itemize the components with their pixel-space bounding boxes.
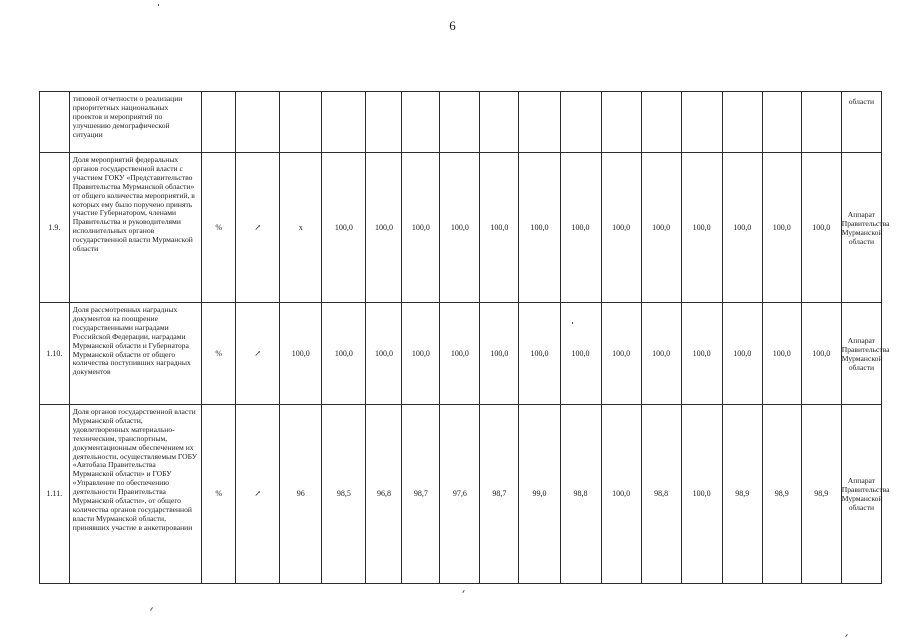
indicator-description: Доля рассмотренных наградных документов на поощрение государственными наградами Российской Федерации, наградами Мурманской области и Губернатора Мурманской области от общего количества поступивших наградных документов bbox=[69, 303, 201, 405]
value-cell bbox=[322, 92, 366, 153]
value-cell: 98,8 bbox=[641, 405, 681, 584]
value-cell bbox=[641, 92, 681, 153]
indicator-description: Доля органов государственной власти Мурманской области, удовлетворенных материально-техническим, транспортным, документационным обеспечением их деятельности, осуществляемым ГОБУ «Автобаза Правительства Мурманской области» и ГОБУ «Управление по обеспечению деятельности Правительства Мурманской области», от общего количества органов государственной власти Мурманской области, принявших участие в анкетировании bbox=[69, 405, 201, 584]
scan-speck bbox=[462, 590, 464, 593]
value-cell: 96 bbox=[280, 405, 322, 584]
value-cell: 100,0 bbox=[519, 153, 560, 303]
value-cell: 100,0 bbox=[322, 303, 366, 405]
scan-speck bbox=[845, 634, 848, 637]
value-cell: 100,0 bbox=[440, 153, 480, 303]
table-row bbox=[40, 153, 882, 303]
value-cell: 100,0 bbox=[480, 303, 519, 405]
value-cell: x bbox=[280, 153, 322, 303]
value-cell: 98,8 bbox=[560, 405, 601, 584]
value-cell: 100,0 bbox=[681, 153, 722, 303]
value-cell: 98,9 bbox=[722, 405, 762, 584]
value-cell: 100,0 bbox=[601, 405, 641, 584]
value-cell: 100,0 bbox=[560, 153, 601, 303]
value-cell bbox=[280, 92, 322, 153]
value-cell: 98,9 bbox=[762, 405, 801, 584]
value-cell: 100,0 bbox=[681, 303, 722, 405]
indicator-description: типовой отчетности о реализации приоритетных национальных проектов и мероприятий по улучшению демографической ситуации bbox=[69, 92, 201, 153]
value-cell bbox=[402, 92, 440, 153]
value-cell bbox=[681, 92, 722, 153]
row-number: 1.9. bbox=[40, 153, 70, 303]
value-cell bbox=[722, 92, 762, 153]
indicator-description: Доля мероприятий федеральных органов государственной власти с участием ГОКУ «Представительство Правительства Мурманской области» от общего количества мероприятий, в которых ему было поручено принять участие Губернатором, членами Правительства и руководителями исполнительных органов государственной власти Мурманской области bbox=[69, 153, 201, 303]
value-cell: 100,0 bbox=[480, 153, 519, 303]
ref-cell: ↗ bbox=[236, 405, 280, 584]
unit-cell: % bbox=[202, 405, 236, 584]
value-cell: 100,0 bbox=[560, 303, 601, 405]
value-cell: 100,0 bbox=[601, 303, 641, 405]
value-cell bbox=[366, 92, 402, 153]
responsible-cell: Аппарат Правительства Мурманской области bbox=[841, 153, 881, 303]
value-cell: 100,0 bbox=[519, 303, 560, 405]
value-cell: 100,0 bbox=[801, 303, 841, 405]
value-cell: 96,8 bbox=[366, 405, 402, 584]
value-cell bbox=[601, 92, 641, 153]
ref-cell: ↗ bbox=[236, 303, 280, 405]
table-row bbox=[40, 92, 882, 153]
value-cell: 100,0 bbox=[641, 303, 681, 405]
value-cell: 100,0 bbox=[402, 153, 440, 303]
value-cell bbox=[519, 92, 560, 153]
scan-speck bbox=[572, 322, 573, 324]
value-cell: 100,0 bbox=[762, 153, 801, 303]
value-cell: 100,0 bbox=[641, 153, 681, 303]
value-cell bbox=[560, 92, 601, 153]
table-row bbox=[40, 303, 882, 405]
value-cell: 100,0 bbox=[762, 303, 801, 405]
value-cell: 98,9 bbox=[801, 405, 841, 584]
value-cell: 100,0 bbox=[801, 153, 841, 303]
value-cell: 97,6 bbox=[440, 405, 480, 584]
value-cell: 100,0 bbox=[440, 303, 480, 405]
value-cell: 98,7 bbox=[402, 405, 440, 584]
value-cell bbox=[762, 92, 801, 153]
responsible-cell: Аппарат Правительства Мурманской области bbox=[841, 405, 881, 584]
value-cell bbox=[801, 92, 841, 153]
responsible-cell: области bbox=[841, 92, 881, 153]
value-cell bbox=[440, 92, 480, 153]
unit-cell bbox=[202, 92, 236, 153]
responsible-cell: Аппарат Правительства Мурманской области bbox=[841, 303, 881, 405]
value-cell bbox=[480, 92, 519, 153]
scan-speck bbox=[158, 4, 159, 6]
unit-cell: % bbox=[202, 303, 236, 405]
page-number: 6 bbox=[449, 18, 456, 33]
row-number: 1.11. bbox=[40, 405, 70, 584]
row-number bbox=[40, 92, 70, 153]
value-cell: 98,7 bbox=[480, 405, 519, 584]
scan-speck bbox=[150, 607, 153, 611]
row-number: 1.10. bbox=[40, 303, 70, 405]
value-cell: 100,0 bbox=[366, 303, 402, 405]
value-cell: 100,0 bbox=[601, 153, 641, 303]
value-cell: 100,0 bbox=[402, 303, 440, 405]
table-row bbox=[40, 405, 882, 584]
ref-cell: ↗ bbox=[236, 153, 280, 303]
value-cell: 100,0 bbox=[681, 405, 722, 584]
value-cell: 99,0 bbox=[519, 405, 560, 584]
value-cell: 100,0 bbox=[722, 303, 762, 405]
value-cell: 100,0 bbox=[280, 303, 322, 405]
value-cell: 98,5 bbox=[322, 405, 366, 584]
unit-cell: % bbox=[202, 153, 236, 303]
indicator-table bbox=[39, 91, 890, 584]
ref-cell bbox=[236, 92, 280, 153]
value-cell: 100,0 bbox=[322, 153, 366, 303]
value-cell: 100,0 bbox=[722, 153, 762, 303]
value-cell: 100,0 bbox=[366, 153, 402, 303]
